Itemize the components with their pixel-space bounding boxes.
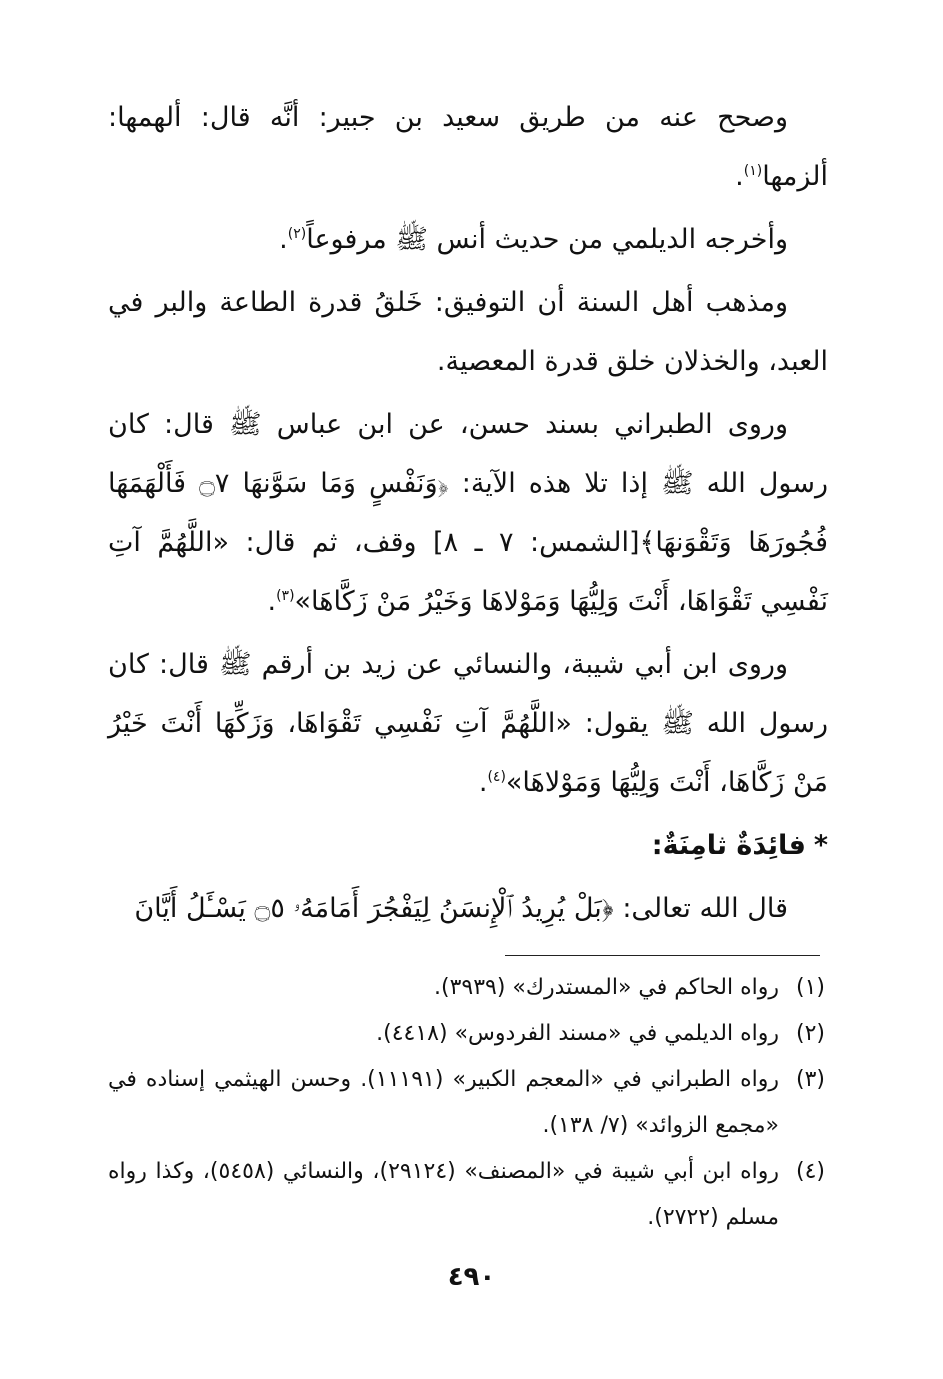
footnote-ref-1[interactable]: (١): [743, 163, 763, 179]
footnote-number: (٣): [795, 1067, 825, 1092]
section-heading: *فائِدَةٌ ثامِنَةٌ:: [651, 830, 828, 861]
footnote-number: (٤): [795, 1159, 825, 1184]
footnote-2: (٢) رواه الديلمي في «مسند الفردوس» (٤٤١٨).: [108, 1011, 825, 1057]
paragraph-1: وصحح عنه من طريق سعيد بن جبير: أنَّه قال: ألهمها: ألزمها$^{(١)}$.: [108, 102, 828, 192]
footnotes: [108, 965, 825, 1241]
footnote-ref-3[interactable]: (٣): [276, 588, 295, 604]
page-number: ٤٩٠: [447, 1262, 496, 1292]
paragraph-4: وروى الطبراني بسند حسن، عن ابن عباس ﷺ قال: كان رسول الله ﷺ إذا تلا هذه الآية: ﴿وَنَفْسٍ وَمَا سَوَّنهَا ۝٧ فَأَلْهَمَهَا فُجُورَهَا وَتَقْوَنهَا﴾[الشمس: ٧ ـ ٨] وقف، ثم قال: «اللَّهُمَّ آتِ نَفْسِي تَقْوَاهَا، أَنْتَ وَلِيُّهَا وَمَوْلاهَا وَخَيْرُ مَنْ زَكَّاهَا»$^{(٣)}$.: [108, 409, 828, 617]
star-icon: *: [813, 830, 828, 861]
footnote-1: (١) رواه الحاكم في «المستدرك» (٣٩٣٩).: [108, 965, 825, 1011]
footnote-divider: [505, 955, 820, 956]
footnote-4: (٤) رواه ابن أبي شيبة في «المصنف» (٢٩١٢٤)، والنسائي (٥٤٥٨)، وكذا رواه مسلم (٢٧٢٢).: [108, 1149, 825, 1241]
footnote-3: (٣) رواه الطبراني في «المعجم الكبير» (١١١٩١). وحسن الهيثمي إسناده في «مجمع الزوائد» (٧/ ١٣٨).: [108, 1057, 825, 1149]
paragraph-6: قال الله تعالى: ﴿بَلْ يُرِيدُ ٱلْإِنسَنُ لِيَفْجُرَ أَمَامَهُۥ ۝٥ يَسْـَٔلُ أَيَّانَ: [134, 893, 788, 924]
paragraph-5: وروى ابن أبي شيبة، والنسائي عن زيد بن أرقم ﷺ قال: كان رسول الله ﷺ يقول: «اللَّهُمَّ آتِ نَفْسِي تَقْوَاهَا، وَزَكِّهَا أَنْتَ خَيْرُ مَنْ زَكَّاهَا، أَنْتَ وَلِيُّهَا وَمَوْلاهَا»$^{(٤)}$.: [108, 649, 828, 798]
footnote-number: (٢): [795, 1021, 825, 1046]
footnote-ref-2[interactable]: (٢): [287, 226, 307, 242]
footnote-ref-4[interactable]: (٤): [487, 769, 506, 785]
paragraph-3: ومذهب أهل السنة أن التوفيق: خَلقُ قدرة الطاعة والبر في العبد، والخذلان خلق قدرة المعصية.: [108, 287, 828, 377]
footnote-number: (١): [795, 975, 825, 1000]
paragraph-2: وأخرجه الديلمي من حديث أنس ﷺ مرفوعاً$^{(٢)}$.: [279, 224, 788, 255]
main-text: [108, 88, 828, 942]
